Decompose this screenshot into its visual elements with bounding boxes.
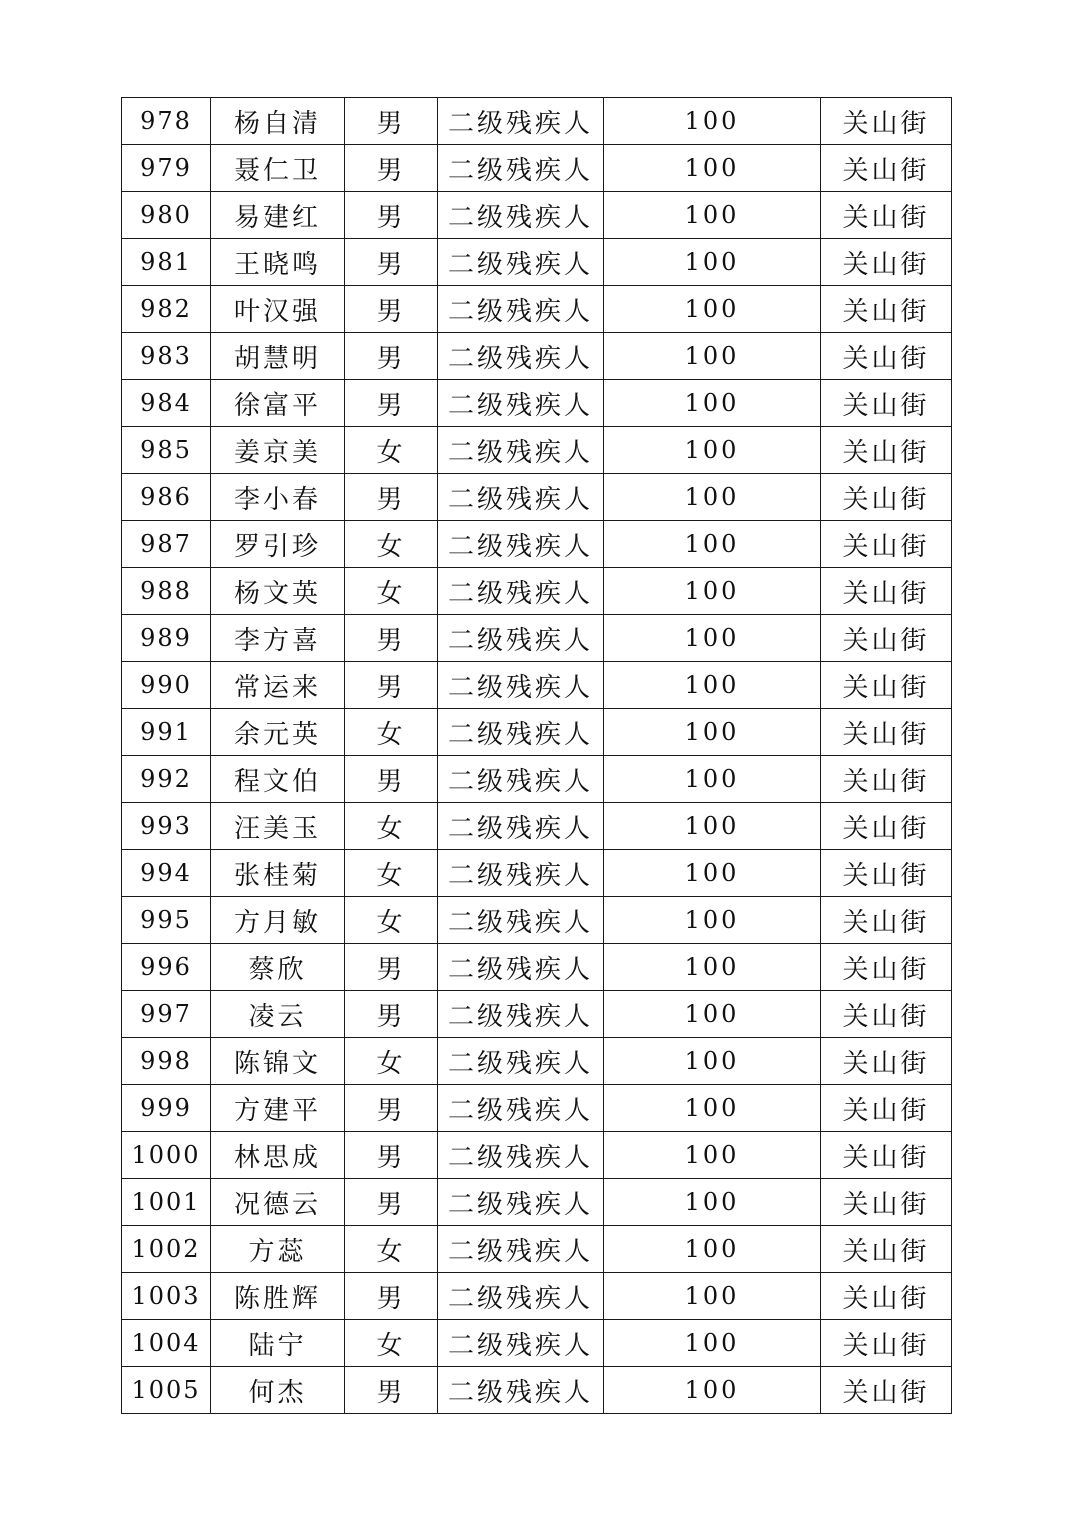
cell-number: 987 — [122, 521, 211, 568]
cell-gender: 男 — [345, 239, 438, 286]
cell-category: 二级残疾人 — [438, 1273, 604, 1320]
cell-amount: 100 — [604, 944, 821, 991]
table-row — [122, 944, 952, 991]
cell-street: 关山街 — [821, 1085, 952, 1132]
cell-amount: 100 — [604, 192, 821, 239]
cell-street: 关山街 — [821, 474, 952, 521]
table-row — [122, 662, 952, 709]
cell-gender: 女 — [345, 897, 438, 944]
cell-street: 关山街 — [821, 98, 952, 145]
cell-amount: 100 — [604, 897, 821, 944]
cell-street: 关山街 — [821, 803, 952, 850]
cell-gender: 男 — [345, 944, 438, 991]
cell-street: 关山街 — [821, 380, 952, 427]
cell-category: 二级残疾人 — [438, 709, 604, 756]
cell-name: 方蕊 — [211, 1226, 345, 1273]
table-row — [122, 1226, 952, 1273]
cell-gender: 女 — [345, 850, 438, 897]
table-row — [122, 1038, 952, 1085]
table-row — [122, 98, 952, 145]
cell-gender: 男 — [345, 1367, 438, 1414]
cell-amount: 100 — [604, 1367, 821, 1414]
table-row — [122, 897, 952, 944]
cell-name: 方建平 — [211, 1085, 345, 1132]
cell-street: 关山街 — [821, 897, 952, 944]
cell-name: 陈锦文 — [211, 1038, 345, 1085]
table-row — [122, 239, 952, 286]
table-row — [122, 568, 952, 615]
table-row — [122, 192, 952, 239]
beneficiary-table — [121, 97, 952, 1414]
cell-category: 二级残疾人 — [438, 239, 604, 286]
cell-category: 二级残疾人 — [438, 1085, 604, 1132]
cell-street: 关山街 — [821, 521, 952, 568]
cell-amount: 100 — [604, 1226, 821, 1273]
cell-number: 1000 — [122, 1132, 211, 1179]
cell-gender: 男 — [345, 474, 438, 521]
cell-number: 992 — [122, 756, 211, 803]
cell-name: 叶汉强 — [211, 286, 345, 333]
cell-category: 二级残疾人 — [438, 803, 604, 850]
table-row — [122, 1179, 952, 1226]
cell-street: 关山街 — [821, 756, 952, 803]
cell-number: 1002 — [122, 1226, 211, 1273]
cell-name: 李方喜 — [211, 615, 345, 662]
cell-street: 关山街 — [821, 615, 952, 662]
table-row — [122, 286, 952, 333]
cell-amount: 100 — [604, 239, 821, 286]
cell-gender: 男 — [345, 286, 438, 333]
cell-name: 况德云 — [211, 1179, 345, 1226]
table-row — [122, 333, 952, 380]
cell-street: 关山街 — [821, 333, 952, 380]
table-row — [122, 1367, 952, 1414]
cell-amount: 100 — [604, 286, 821, 333]
cell-gender: 女 — [345, 521, 438, 568]
cell-street: 关山街 — [821, 1179, 952, 1226]
cell-amount: 100 — [604, 98, 821, 145]
cell-street: 关山街 — [821, 286, 952, 333]
cell-amount: 100 — [604, 521, 821, 568]
cell-category: 二级残疾人 — [438, 286, 604, 333]
cell-number: 1004 — [122, 1320, 211, 1367]
cell-gender: 男 — [345, 1132, 438, 1179]
table-row — [122, 1132, 952, 1179]
table-row — [122, 850, 952, 897]
cell-gender: 女 — [345, 1038, 438, 1085]
cell-name: 凌云 — [211, 991, 345, 1038]
cell-category: 二级残疾人 — [438, 1320, 604, 1367]
cell-number: 997 — [122, 991, 211, 1038]
cell-street: 关山街 — [821, 192, 952, 239]
cell-category: 二级残疾人 — [438, 333, 604, 380]
cell-gender: 男 — [345, 380, 438, 427]
cell-name: 方月敏 — [211, 897, 345, 944]
cell-category: 二级残疾人 — [438, 991, 604, 1038]
cell-street: 关山街 — [821, 850, 952, 897]
cell-category: 二级残疾人 — [438, 662, 604, 709]
cell-number: 995 — [122, 897, 211, 944]
cell-name: 蔡欣 — [211, 944, 345, 991]
cell-gender: 女 — [345, 709, 438, 756]
table-body — [122, 98, 952, 1414]
cell-number: 989 — [122, 615, 211, 662]
cell-number: 993 — [122, 803, 211, 850]
cell-street: 关山街 — [821, 1226, 952, 1273]
table-row — [122, 615, 952, 662]
cell-number: 999 — [122, 1085, 211, 1132]
cell-number: 980 — [122, 192, 211, 239]
cell-category: 二级残疾人 — [438, 897, 604, 944]
cell-amount: 100 — [604, 756, 821, 803]
cell-category: 二级残疾人 — [438, 427, 604, 474]
table-row — [122, 427, 952, 474]
cell-number: 988 — [122, 568, 211, 615]
cell-name: 罗引珍 — [211, 521, 345, 568]
cell-number: 998 — [122, 1038, 211, 1085]
cell-amount: 100 — [604, 850, 821, 897]
cell-amount: 100 — [604, 145, 821, 192]
cell-street: 关山街 — [821, 944, 952, 991]
cell-number: 994 — [122, 850, 211, 897]
cell-number: 991 — [122, 709, 211, 756]
cell-number: 990 — [122, 662, 211, 709]
cell-amount: 100 — [604, 991, 821, 1038]
cell-name: 陈胜辉 — [211, 1273, 345, 1320]
cell-amount: 100 — [604, 427, 821, 474]
cell-gender: 男 — [345, 991, 438, 1038]
cell-number: 978 — [122, 98, 211, 145]
cell-name: 聂仁卫 — [211, 145, 345, 192]
table-row — [122, 1273, 952, 1320]
cell-gender: 女 — [345, 427, 438, 474]
cell-number: 1001 — [122, 1179, 211, 1226]
cell-street: 关山街 — [821, 427, 952, 474]
cell-category: 二级残疾人 — [438, 850, 604, 897]
cell-category: 二级残疾人 — [438, 1038, 604, 1085]
cell-name: 徐富平 — [211, 380, 345, 427]
cell-street: 关山街 — [821, 1367, 952, 1414]
cell-category: 二级残疾人 — [438, 192, 604, 239]
cell-name: 张桂菊 — [211, 850, 345, 897]
cell-category: 二级残疾人 — [438, 1179, 604, 1226]
cell-amount: 100 — [604, 1038, 821, 1085]
cell-amount: 100 — [604, 1085, 821, 1132]
cell-amount: 100 — [604, 333, 821, 380]
cell-category: 二级残疾人 — [438, 521, 604, 568]
cell-name: 陆宁 — [211, 1320, 345, 1367]
cell-category: 二级残疾人 — [438, 944, 604, 991]
cell-street: 关山街 — [821, 239, 952, 286]
document-page — [121, 97, 952, 1414]
cell-amount: 100 — [604, 1273, 821, 1320]
cell-category: 二级残疾人 — [438, 1226, 604, 1273]
cell-name: 李小春 — [211, 474, 345, 521]
cell-amount: 100 — [604, 1320, 821, 1367]
cell-category: 二级残疾人 — [438, 756, 604, 803]
table-row — [122, 521, 952, 568]
cell-number: 1005 — [122, 1367, 211, 1414]
table-row — [122, 991, 952, 1038]
cell-name: 杨自清 — [211, 98, 345, 145]
cell-category: 二级残疾人 — [438, 1132, 604, 1179]
cell-street: 关山街 — [821, 1320, 952, 1367]
table-row — [122, 709, 952, 756]
table-row — [122, 380, 952, 427]
cell-amount: 100 — [604, 803, 821, 850]
cell-gender: 男 — [345, 756, 438, 803]
cell-number: 984 — [122, 380, 211, 427]
cell-name: 胡慧明 — [211, 333, 345, 380]
cell-number: 983 — [122, 333, 211, 380]
cell-category: 二级残疾人 — [438, 98, 604, 145]
cell-amount: 100 — [604, 615, 821, 662]
cell-street: 关山街 — [821, 709, 952, 756]
cell-street: 关山街 — [821, 145, 952, 192]
cell-number: 986 — [122, 474, 211, 521]
cell-number: 985 — [122, 427, 211, 474]
cell-gender: 女 — [345, 1226, 438, 1273]
cell-name: 易建红 — [211, 192, 345, 239]
cell-name: 王晓鸣 — [211, 239, 345, 286]
cell-gender: 女 — [345, 803, 438, 850]
table-row — [122, 756, 952, 803]
cell-name: 何杰 — [211, 1367, 345, 1414]
cell-category: 二级残疾人 — [438, 145, 604, 192]
cell-gender: 男 — [345, 615, 438, 662]
cell-amount: 100 — [604, 709, 821, 756]
cell-name: 姜京美 — [211, 427, 345, 474]
cell-category: 二级残疾人 — [438, 568, 604, 615]
table-row — [122, 1085, 952, 1132]
cell-gender: 男 — [345, 98, 438, 145]
cell-amount: 100 — [604, 1179, 821, 1226]
cell-amount: 100 — [604, 1132, 821, 1179]
table-row — [122, 1320, 952, 1367]
cell-name: 汪美玉 — [211, 803, 345, 850]
cell-name: 常运来 — [211, 662, 345, 709]
cell-name: 杨文英 — [211, 568, 345, 615]
cell-name: 余元英 — [211, 709, 345, 756]
cell-amount: 100 — [604, 568, 821, 615]
cell-street: 关山街 — [821, 662, 952, 709]
cell-gender: 男 — [345, 145, 438, 192]
cell-gender: 男 — [345, 1179, 438, 1226]
cell-number: 1003 — [122, 1273, 211, 1320]
cell-category: 二级残疾人 — [438, 380, 604, 427]
cell-gender: 男 — [345, 662, 438, 709]
cell-gender: 男 — [345, 1085, 438, 1132]
cell-street: 关山街 — [821, 1038, 952, 1085]
cell-amount: 100 — [604, 662, 821, 709]
cell-category: 二级残疾人 — [438, 615, 604, 662]
cell-street: 关山街 — [821, 991, 952, 1038]
cell-gender: 男 — [345, 1273, 438, 1320]
table-row — [122, 803, 952, 850]
cell-street: 关山街 — [821, 1132, 952, 1179]
table-row — [122, 474, 952, 521]
cell-number: 996 — [122, 944, 211, 991]
cell-number: 981 — [122, 239, 211, 286]
cell-gender: 女 — [345, 568, 438, 615]
cell-number: 982 — [122, 286, 211, 333]
cell-category: 二级残疾人 — [438, 474, 604, 521]
cell-name: 林思成 — [211, 1132, 345, 1179]
cell-gender: 男 — [345, 192, 438, 239]
cell-category: 二级残疾人 — [438, 1367, 604, 1414]
cell-number: 979 — [122, 145, 211, 192]
cell-street: 关山街 — [821, 568, 952, 615]
cell-name: 程文伯 — [211, 756, 345, 803]
cell-gender: 男 — [345, 333, 438, 380]
cell-amount: 100 — [604, 380, 821, 427]
table-row — [122, 145, 952, 192]
cell-gender: 女 — [345, 1320, 438, 1367]
cell-amount: 100 — [604, 474, 821, 521]
cell-street: 关山街 — [821, 1273, 952, 1320]
